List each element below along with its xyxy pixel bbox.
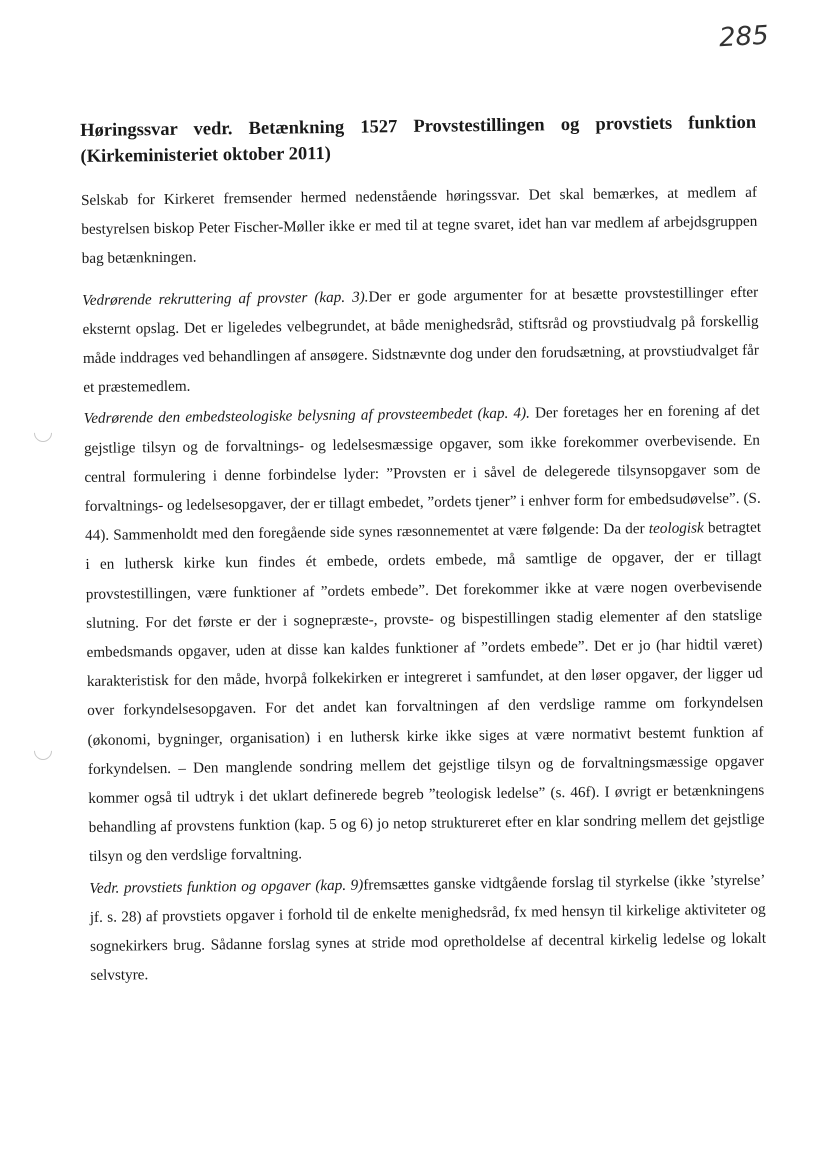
section-theology-text-b: betragtet i en luthersk kirke kun findes ét embede, ordets embede, må samtlige de opgaver, der er tillagt provstestillingen, være funktioner af ”ordets embede”. Det forekommer ikke at være nogen overbevisende slutning. For det første er der i sognepræste-, provste- og bispestillingen stadig elementer af den statslige embedsmands opgaver, uden at disse kan kaldes funktioner af ”ordets embede”. Det er jo (har hidtil været) karakteristisk for den måde, hvorpå folkekirken er integreret i samfundet, at den løser opgaver, der ligger ud over forkyndelsesopgaven. For det andet kan forvaltningen af den verdslige ramme om forkyndelsen (økonomi, bygninger, organisation) i en luthersk kirke ikke siges at være normativt bestemt funktion af forkyndelsen. – Den manglende sondring mellem det gejstlige tilsyn og de forvaltningsmæssige opgaver kommer også til udtryk i det uklart definerede begreb ”teologisk ledelse” (s. 46f). I øvrigt er betænkningens behandling af provstens funktion (kap. 5 og 6) jo netop struktureret efter en klar sondring mellem det gejstlige tilsyn og den verdslige forvaltning. bbox=[85, 518, 765, 866]
section-recruitment-lead: Vedrørende rekruttering af provster (kap. 3). bbox=[82, 288, 369, 309]
punch-hole-mark bbox=[30, 738, 55, 763]
section-deanery-text: fremsættes ganske vidtgående forslag til styrkelse (ikke ’styrelse’ jf. s. 28) af provstiets opgaver i forhold til de enkelte menighedsråd, fx med hensyn til kirkelige aktiviteter og sognekirkers brug. Sådanne forslag synes at stride mod opretholdelse af decentral kirkelig ledelse og lokalt selvstyre. bbox=[89, 871, 767, 985]
document-title: Høringssvar vedr. Betænkning 1527 Provstestillingen og provstiets funktion (Kirkeministeriet oktober 2011) bbox=[80, 112, 757, 167]
section-deanery-lead: Vedr. provstiets funktion og opgaver (kap. 9) bbox=[89, 876, 364, 897]
section-recruitment-text: Der er gode argumenter for at besætte provstestillinger efter eksternt opslag. Det er ligeledes velbegrundet, at både menighedsråd, stiftsråd og provstiudvalg på forskellig måde inddrages ved behandlingen af ansøgere. Sidstnævnte dog under den forudsætning, at provstiudvalget får et præstemedlem. bbox=[82, 283, 759, 397]
section-theology-lead: Vedrørende den embedsteologiske belysning af provsteembedet (kap. 4). bbox=[83, 404, 531, 428]
section-theology-emphasis: teologisk bbox=[648, 519, 704, 538]
section-theology-text-a: Der foretages her en forening af det gejstlige tilsyn og de forvaltnings- og ledelsesmæssige opgaver, som ikke forekommer overbevisende. En central formulering i denne forbindelse lyder: ”Provsten er i såvel de delegerede tilsynsopgaver som de forvaltnings- og ledelsesopgaver, der er tillagt embedet, ”ordets tjener” i enhver form for embedsudøvelse”. (S. 44). Sammenholdt med den foregående side synes ræsonnementet at være følgende: Da der bbox=[83, 402, 761, 545]
section-theology bbox=[83, 396, 765, 871]
section-deanery bbox=[89, 865, 766, 990]
handwritten-page-number: 285 bbox=[718, 20, 770, 54]
section-recruitment bbox=[82, 277, 759, 402]
intro-paragraph: Selskab for Kirkeret fremsender hermed nedenstående høringssvar. Det skal bemærkes, at medlem af bestyrelsen biskop Peter Fischer-Møller ikke er med til at tegne svaret, idet han var medlem af arbejdsgruppen bag betænkningen. bbox=[80, 183, 758, 268]
punch-hole-mark bbox=[30, 420, 55, 445]
document-body bbox=[80, 110, 767, 1003]
